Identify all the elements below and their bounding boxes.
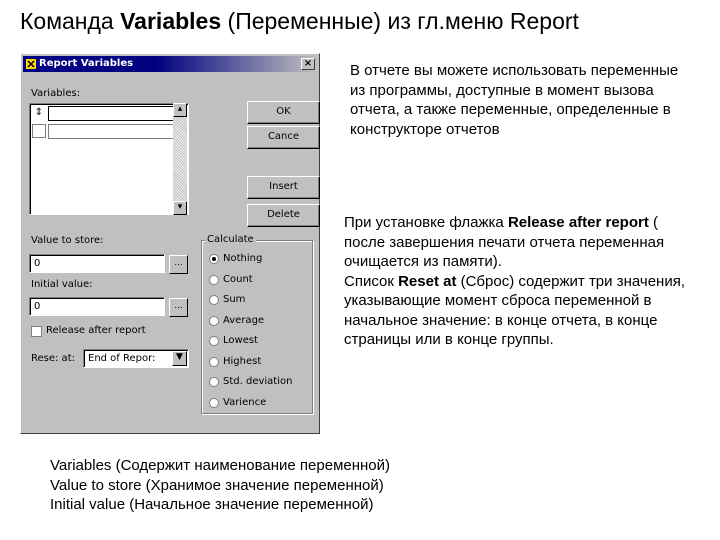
dialog-title: Report Variables	[39, 58, 134, 69]
calc-option-label: Highest	[223, 355, 262, 367]
variable-row-marker	[32, 124, 46, 138]
value-browse-button[interactable]: ...	[169, 255, 188, 274]
variables-list[interactable]	[29, 103, 189, 215]
initial-value-label: Initial value:	[31, 279, 93, 290]
description-paragraph-1: В отчете вы можете использовать переменные из программы, доступные в момент вызова отчета, а также переменные, определенные в конструкторе отчетов	[350, 62, 679, 138]
calc-radio-average[interactable]	[209, 316, 219, 326]
ok-button[interactable]: OK	[247, 101, 320, 124]
reset-at-label: Rese: at:	[31, 353, 75, 364]
calc-option-label: Varience	[223, 396, 267, 408]
calculate-group	[201, 240, 313, 414]
calc-radio-std-deviation[interactable]	[209, 377, 219, 387]
reset-at-value: End of Repor:	[88, 353, 156, 364]
app-icon	[26, 59, 36, 69]
scroll-down-button[interactable]: ▾	[173, 201, 187, 215]
value-to-store-label: Value to store:	[31, 235, 104, 246]
legend-value-to-store: Value to store (Хранимое значение переменной)	[50, 476, 384, 494]
variable-row[interactable]	[48, 124, 186, 139]
chevron-down-icon[interactable]: ▼	[172, 351, 187, 366]
description-paragraph-2: При установке флажка Release after report ( после завершения печати отчета переменная очищается из памяти). Список Reset at (Сброс) содержит три значения, указывающие момент сброса переменной в начальное значение: в конце отчета, в конце страницы или в конце группы.	[344, 214, 685, 348]
release-label: Release after report	[46, 325, 146, 336]
variables-scrollbar[interactable]	[173, 103, 187, 215]
calc-radio-nothing[interactable]	[209, 254, 219, 264]
reset-at-select[interactable]	[83, 349, 189, 368]
calc-option-label: Std. deviation	[223, 376, 293, 387]
calc-option-label: Lowest	[223, 335, 258, 346]
value-to-store-input[interactable]: 0	[29, 254, 165, 273]
dialog-title-bar	[23, 56, 317, 72]
release-checkbox[interactable]	[31, 326, 42, 337]
legend-initial-value: Initial value (Начальное значение переменной)	[50, 496, 374, 513]
calc-option-label: Nothing	[223, 253, 263, 264]
release-after-report-term: Release after report	[507, 214, 649, 231]
variables-label: Variables:	[31, 88, 81, 99]
calc-radio-varience[interactable]	[209, 398, 219, 408]
calc-option-label: Average	[223, 314, 265, 326]
scroll-up-button[interactable]: ▴	[173, 103, 187, 117]
initial-browse-button[interactable]: ...	[169, 298, 188, 317]
legend-variables: Variables (Содержит наименование переменной)	[50, 457, 391, 474]
calc-option-label: Sum	[223, 294, 246, 305]
move-arrows-icon[interactable]: ⇕	[34, 107, 44, 118]
calc-radio-lowest[interactable]	[209, 336, 219, 346]
calc-radio-highest[interactable]	[209, 357, 219, 367]
delete-button[interactable]: Delete	[247, 204, 320, 227]
reset-at-term: Reset at	[398, 272, 457, 290]
slide-title-command: Variables	[120, 8, 222, 34]
calc-radio-sum[interactable]	[209, 295, 219, 305]
field-legend	[50, 456, 390, 515]
slide-title: Команда Variables (Переменные) из гл.меню Report	[20, 8, 579, 34]
report-variables-dialog	[20, 53, 320, 434]
variable-row-selected[interactable]	[48, 106, 186, 121]
cancel-button[interactable]: Cance	[247, 126, 320, 149]
calculate-label: Calculate	[207, 234, 254, 245]
calc-radio-count[interactable]	[209, 275, 219, 285]
calc-option-label: Count	[223, 273, 253, 285]
initial-value-input[interactable]: 0	[29, 297, 165, 316]
close-button[interactable]: ×	[301, 58, 315, 70]
insert-button[interactable]: Insert	[247, 176, 320, 199]
